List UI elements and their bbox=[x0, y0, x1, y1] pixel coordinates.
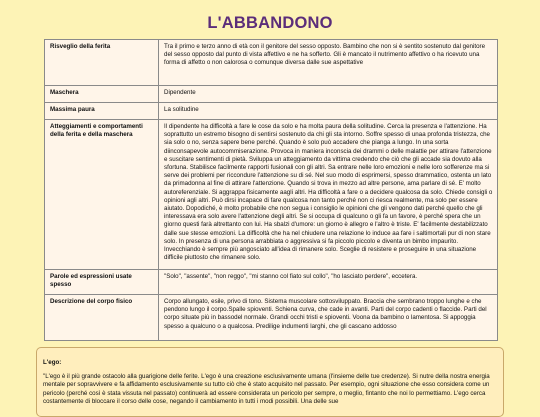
row-value: "Solo", "assente", "non reggo", "mi stanno col fiato sul collo", "ho lasciato perdere", eccetera. bbox=[159, 270, 498, 295]
wounds-table bbox=[44, 39, 498, 341]
row-value: Corpo allungato, esile, privo di tono. Sistema muscolare sottosviluppato. Braccia che sembrano troppo lunghe e che pendono lungo il corpo.Spalle spioventi. Schiena curva, che cade in avanti. Parti del corpo cadenti o flaccide. Parti del corpo situate più in bassodel normale. Grandi occhi tristi e spioventi. Voona da bambino o lamentosa. Si appoggia spesso a qualcuno o a qualcosa. Predilige indumenti larghi, che gli cascano addosso bbox=[159, 295, 498, 341]
row-label: Maschera bbox=[45, 86, 159, 103]
row-label: Risveglio della ferita bbox=[45, 40, 159, 86]
table-row bbox=[45, 103, 498, 120]
row-value: La solitudine bbox=[159, 103, 498, 120]
page-title: L'ABBANDONO bbox=[207, 14, 333, 32]
row-value: Il dipendente ha difficoltà a fare le cose da solo e ha molta paura della solitudine. Cerca la presenza e l'attenzione. Ha soprattutto un estremo bisogno di sentirsi sostenuto da chi gli sta intorno. Soffre spesso di unaa profonda tristezza, che sia solo o no, senza sapere bene perché. Quando è solo può accadere che pianga a lungo. In una sorta diinconsapevole autocommiserazione. Provoca in maniera inconscia dei drammi o delle malattie per attirare l'attenzione e suscitare sentimenti di pietà. Sviluppa un atteggiamento da vittima credendo che ciò che gli accade sia dovuto alla sfortuna. Stabilisce facilmente rapporti fusionali con gli altri. Sa entrare nelle loro emozioni e nelle loro sofferenze ma si serve dei problemi per riccondure l'attenzione su di sé. Nel suo modo di esprimersi, spesso drammatico, ostenta un lato da primadonna al fine di attirare l'attenzione. Quando si trova in mezzo ad altre persone, ama parlare di sé. E' molto autoreferenziale. Si aggrappa fisicamente aagli altri. Ha difficoltà a fare o a decidere qualcosa da solo. Chiede consigli o opinioni agli altri. Può dirsi incapace di fare qualcosa non tanto perché non ci riesca realmente, ma solo per essere aiutato. Dopodiché, è molto probabile che non segua i consiglio le opinioni che gli vengono dati perché quello che gli interessava era solo avere l'attenzione degli altri. Se si occupa di qualcuno o gli fa un favore, è perché spera che un giorno questi farà altrettanto con lui. Ha sbalzi d'umore: un giorno è allegro e l'altro è triste. E' facilmente destabilizzato dalle sue stesse emozioni. La difficoltà che ha nel chiudere una relazione lo induce aa fare i saltimortali pur di non stare solo. In presenza di una persona arrabbiata o aggressiva si fa piccolo piccolo e diventa un bimbo impaurito. Invecchiando è sempre più angosciato all'idea di rimanere solo. Sceglie di resistere e proseguire in una situazione difficile piuttosto che rimanere solo. bbox=[159, 120, 498, 270]
table-row bbox=[45, 120, 498, 270]
table-row bbox=[45, 295, 498, 341]
row-label: Parole ed espressioni usate spesso bbox=[45, 270, 159, 295]
ego-text: "L'ego è il più grande ostacolo alla guarigione delle ferite. L'ego è una creazione esclusivamente umana (l'insieme delle tue credenze). Si nutre della nostra energia mentale per sopravvivere e fa affidamento esclusivamente su tutto ciò che è stato acquisito nel passato. Per esempio, ogni situazione che esso considera come un pericolo (perché così è stata vissuta nel passato) continuerà ad essere considerata un pericolo per sempre, o meglio, fintanto che noi lo permettiamo. L'ego cerca costantemente di bloccare il corso delle cose, negando il cambiamento in tutti i modi possibili. Una delle sue bbox=[43, 373, 490, 405]
table-row bbox=[45, 86, 498, 103]
table-row bbox=[45, 270, 498, 295]
row-label: Descrizione del corpo fisico bbox=[45, 295, 159, 341]
ego-box bbox=[36, 347, 504, 417]
row-value: Tra il primo e terzo anno di età con il genitore del sesso opposto. Bambino che non si è sentito sostenuto dal genitore del sesso opposto dal punto di vista affettivo e ne ha sofferto. Gli è mancato il nutrimento affettivo o ha ricevuto una forma di affetto o non calorosa o comunque diversa dalle sue aspettative bbox=[159, 40, 498, 86]
row-value: Dipendente bbox=[159, 86, 498, 103]
table-row bbox=[45, 40, 498, 86]
row-label: Atteggiamenti e comportamenti della ferita e della maschera bbox=[45, 120, 159, 270]
ego-title: L'ego: bbox=[43, 359, 62, 366]
row-label: Massima paura bbox=[45, 103, 159, 120]
